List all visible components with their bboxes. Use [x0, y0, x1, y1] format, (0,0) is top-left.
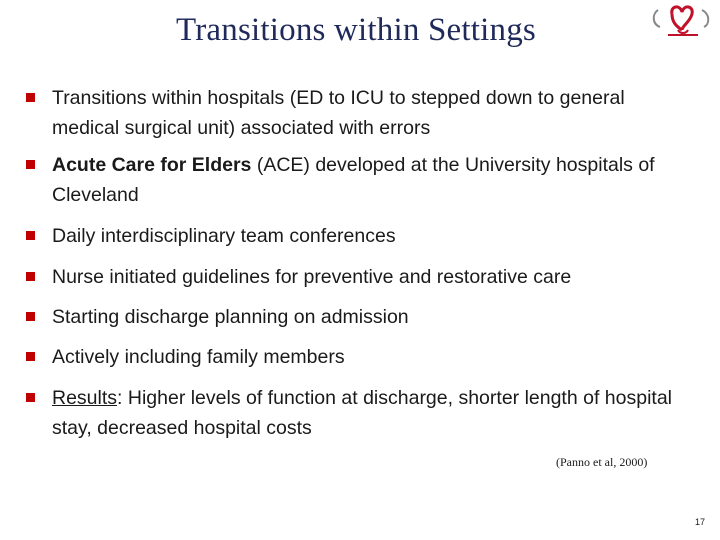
bullet-text: Transitions within hospitals (ED to ICU to stepped down to general medical surgical unit) associated with errors: [52, 87, 625, 139]
square-bullet-icon: [26, 272, 35, 281]
bullet-text: : Higher levels of function at discharge, shorter length of hospital stay, decreased hospital costs: [52, 387, 673, 439]
square-bullet-icon: [26, 393, 35, 402]
bullet-bold-text: Acute Care for Elders: [52, 154, 252, 176]
slide-title: Transitions within Settings: [176, 12, 536, 48]
square-bullet-icon: [26, 231, 35, 240]
page-number: 17: [695, 517, 706, 527]
bullet-item: [26, 383, 696, 443]
square-bullet-icon: [26, 160, 35, 169]
square-bullet-icon: [26, 312, 35, 321]
bullet-item: [26, 262, 571, 292]
bullet-underlined-text: Results: [52, 387, 118, 409]
bullet-text: Starting discharge planning on admission: [52, 306, 409, 328]
heart-logo-icon: [650, 0, 720, 42]
bullet-item: [26, 342, 345, 372]
bullet-text: Actively including family members: [52, 346, 345, 368]
bullet-item: [26, 221, 396, 251]
citation: (Panno et al, 2000): [556, 455, 648, 469]
bullet-item: [26, 150, 696, 210]
square-bullet-icon: [26, 93, 35, 102]
bullet-text: Nurse initiated guidelines for preventive and restorative care: [52, 266, 572, 288]
bullet-item: [26, 83, 696, 143]
square-bullet-icon: [26, 352, 35, 361]
bullet-text: Daily interdisciplinary team conferences: [52, 225, 396, 247]
bullet-text: (ACE) developed at the University hospitals of Cleveland: [52, 154, 655, 206]
bullet-item: [26, 302, 409, 332]
